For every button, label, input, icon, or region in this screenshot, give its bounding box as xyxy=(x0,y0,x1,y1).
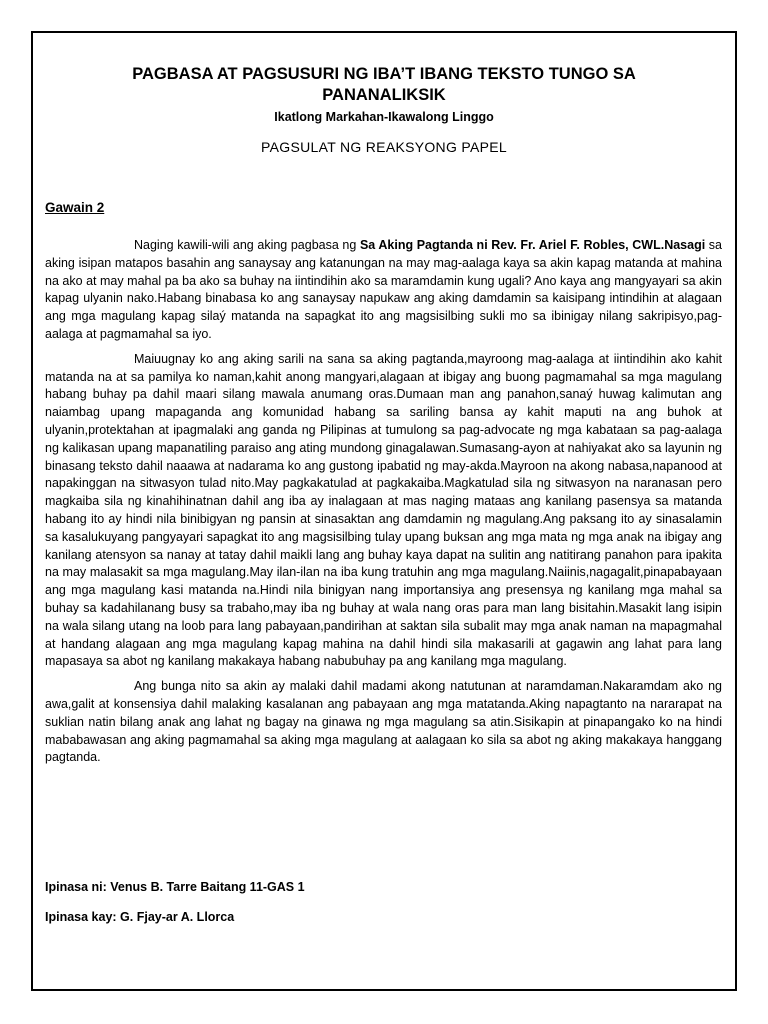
activity-label: Gawain 2 xyxy=(45,200,105,215)
submitted-by: Ipinasa ni: Venus B. Tarre Baitang 11-GAS 1 xyxy=(45,880,305,894)
paragraph-1 xyxy=(45,237,722,344)
paragraph-3: Ang bunga nito sa akin ay malaki dahil madami akong natutunan at naramdaman.Nakaramdam ako ng awa,galit at konsensiya dahil malaking kasalanan ang pabayaan ang mga matatanda.Aking napagtanto na nararapat na suklian natin bilang anak ang lahat ng bagay na ginawa ng mga magulang sa atin.Sisikapin at pinapangako ko na hindi mababawasan ang aking pagmamahal sa aking mga magulang at aalagaan ko sila sa abot ng aking makakaya hanggang pagtanda. xyxy=(45,679,722,765)
book-title-author: Sa Aking Pagtanda ni Rev. Fr. Ariel F. Robles, CWL.Nasagi xyxy=(359,238,706,252)
submitted-to: Ipinasa kay: G. Fjay-ar A. Llorca xyxy=(45,910,235,924)
essay-body xyxy=(45,237,722,767)
document-title: PAGBASA AT PAGSUSURI NG IBA’T IBANG TEKSTO TUNGO SA PANANALIKSIK xyxy=(132,65,636,104)
paragraph-2: Maiuugnay ko ang aking sarili na sana sa aking pagtanda,mayroong mag-aalaga at iintindihin ako kahit matanda na at sa pamilya ko naman,kahit anong mangyari,alagaan at ibigay ang buong pagmamahal sa mga magulang habang buhay pa dahil maari silang mawala anumang oras.Dumaan man ang panahon,sanaý huwag kalimutan ang naiambag upang mapaganda ang komunidad habang sa sariling bansa ay kahit maputi na ang buhok at ulyanin,protektahan at ipagmalaki ang ganda ng Pilipinas at tumulong sa pag-advocate ng mga kabataan sa pag-aalaga ng kalikasan upang mapanatiling paraiso ang ating mundong ginagalawan.Sumasang-ayon at nahiyakat ako sa layunin ng binasang teksto dahil naaawa at nadarama ko ang gustong ipabatid ng may-akda.Mayroon na akong nabasa,napanood at napakinggan na sitwasyon tulad nito.May pagkakatulad at pagkakaiba.Magkatulad sila ng sitwasyon na naranasan pero magkaiba sila ng kinahihinatnan dahil ang iba ay inalagaan at mas naging mataas ang kanilang pasensya sa matanda habang ito ay hindi nila binibigyan ng pansin at sinasaktan ang damdamin ng magulang.Ang paksang ito ay sinasalamin sa kasalukuyang pangyayari sapagkat ito ang magsisilbing tulay upang buksan ang mga mata ng mga anak na ibigay ang kanilang atensyon sa nanay at tatay dahil maikli lang ang buhay kaya dapat na sulitin ang natitirang panahon para ipakita na may malasakit sa mga magulang.May ilan-ilan na iba kung tratuhin ang mga magulang.Naiinis,nagagalit,pinapabayaan ang mga magulang kasi matanda na.Hindi nila binigyan nang importansiya ang presensya ng kanilang mga mahal sa buhay sa kadahilanang busy sa trabaho,may iba ng buhay at wala nang oras para man lang bisitahin.Masakit lang isipin na wala silang utang na loob para lang pabayaan,pandirihan at saktan sila subalit may mga anak naman na mapagmahal at handang alagaan ang mga magulang kapag mahina na dahil hindi sila makasarili at gagawin ang lahat para lang mapasaya sa abot ng kanilang makakaya habang nabubuhay pa ang kanilang mga magulang. xyxy=(45,351,722,669)
quarter-week-subtitle: Ikatlong Markahan-Ikawalong Linggo xyxy=(274,110,494,124)
paragraph-1-lead: Naging kawili-wili ang aking pagbasa ng xyxy=(134,238,360,252)
paragraph-1-rest: sa aking isipan matapos basahin ang sanaysay ang katanungan na may mag-aalaga kaya sa akin kapag matanda at mahina na ako at may mahal pa ba ako sa buhay na iintindihin ako sa maramdamin kung ugali? Ano kaya ang mangyayari sa akin kapag ulyanin nako.Habang binabasa ko ang sanaysay napukaw ang aking damdamin sa kaisipang intindihin at alagaan ang mga magulang kapag silaý matanda na sapagkat ito ang magsisilbing sukli mo sa ibinigay nilang sakripisyo,pag-aalaga at pagmamahal sa iyo. xyxy=(45,238,722,341)
document-type-heading: PAGSULAT NG REAKSYONG PAPEL xyxy=(261,139,507,155)
